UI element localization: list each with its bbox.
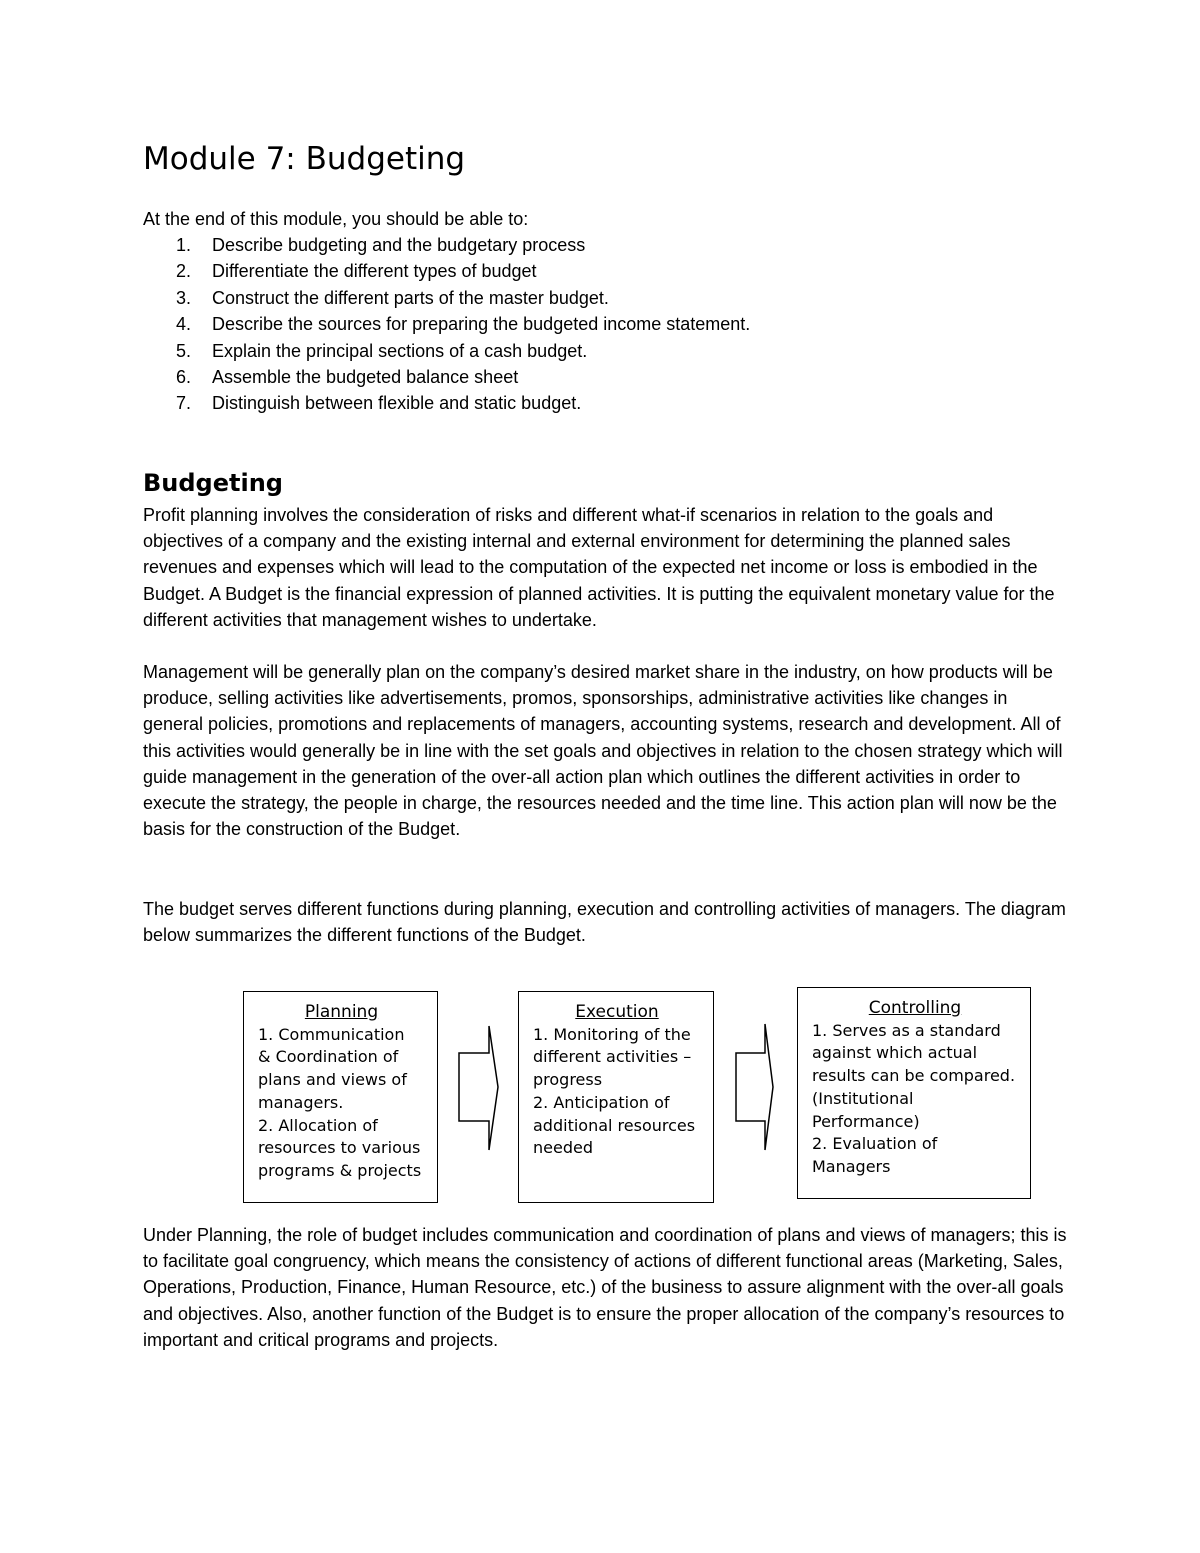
planning-line: plans and views of — [258, 1070, 407, 1090]
module-title: Module 7: Budgeting — [143, 141, 466, 177]
arrow-planning-to-execution-icon — [459, 1026, 498, 1150]
objectives-list — [143, 232, 750, 417]
section-heading-budgeting: Budgeting — [143, 469, 283, 497]
objective-number: 2. — [176, 261, 192, 282]
planning-line: & Coordination of — [258, 1047, 399, 1067]
objective-item — [143, 390, 750, 416]
objective-number: 1. — [176, 235, 192, 255]
controlling-box — [797, 987, 1031, 1199]
controlling-title: Controlling — [868, 998, 962, 1018]
execution-line: different activities – — [533, 1047, 692, 1067]
controlling-line: 1. Serves as a standard — [812, 1020, 1001, 1040]
objective-number: 7. — [176, 393, 192, 414]
planning-line: 2. Allocation of — [258, 1115, 378, 1135]
objective-number: 5. — [176, 340, 192, 361]
execution-line: additional resources — [533, 1115, 696, 1135]
paragraph-budget-functions: The budget serves different functions during planning, execution and controlling activities of managers. The diagram below summarizes the different functions of the Budget. — [143, 899, 1066, 946]
controlling-line: 2. Evaluation of — [812, 1134, 938, 1154]
objective-text: Describe budgeting and the budgetary process — [212, 235, 586, 255]
objectives-intro: At the end of this module, you should be able to: — [143, 209, 529, 229]
objective-text: Distinguish between flexible and static budget. — [212, 393, 582, 414]
paragraph-management-planning: Management will be generally plan on the company’s desired market share in the industry, on how products will be produce, selling activities like advertisements, promos, sponsorships, administrative activities like changes in general policies, promotions and replacements of managers, accounting systems, research and development. All of this activities would generally be in line with the set goals and objectives in relation to the chosen strategy which will guide management in the generation of the over-all action plan which outlines the different activities in order to execute the strategy, the people in charge, the resources needed and the time line. This action plan will now be the basis for the construction of the Budget. — [143, 662, 1063, 840]
controlling-line: results can be compared. — [812, 1066, 1016, 1086]
execution-line: 1. Monitoring of the — [533, 1024, 691, 1044]
objective-text: Explain the principal sections of a cash budget. — [212, 340, 588, 361]
objective-number: 4. — [176, 314, 192, 335]
objective-item — [143, 338, 750, 364]
planning-line: resources to various — [258, 1138, 421, 1158]
objective-text: Differentiate the different types of budget — [212, 261, 537, 282]
objective-text: Assemble the budgeted balance sheet — [212, 367, 519, 388]
controlling-line: Managers — [812, 1156, 891, 1176]
planning-line: managers. — [258, 1092, 344, 1112]
objective-number: 6. — [176, 367, 192, 388]
paragraph-under-planning: Under Planning, the role of budget includes communication and coordination of plans and views of managers; this is to facilitate goal congruency, which means the consistency of actions of different functional areas (Marketing, Sales, Operations, Production, Finance, Human Resource, etc.) of the business to assure alignment with the over-all goals and objectives. Also, another function of the Budget is to ensure the proper allocation of the company’s resources to important and critical programs and projects. — [143, 1225, 1067, 1350]
planning-line: programs & projects — [258, 1160, 422, 1180]
planning-title: Planning — [304, 1002, 379, 1022]
planning-box — [243, 991, 438, 1203]
controlling-line: Performance) — [812, 1111, 920, 1131]
objective-text: Construct the different parts of the master budget. — [212, 287, 609, 308]
execution-title: Execution — [575, 1002, 659, 1022]
controlling-line: against which actual — [812, 1043, 978, 1063]
execution-line: progress — [533, 1070, 603, 1090]
objective-number: 3. — [176, 287, 192, 308]
objective-item — [143, 285, 750, 311]
paragraph-profit-planning: Profit planning involves the consideration of risks and different what-if scenarios in relation to the goals and objectives of a company and the existing internal and external environment for determining the planned sales revenues and expenses which will lead to the computation of the expected net income or loss is embodied in the Budget. A Budget is the financial expression of planned activities. It is putting the equivalent monetary value for the different activities that management wishes to undertake. — [143, 505, 1055, 630]
execution-line: needed — [533, 1138, 593, 1158]
planning-line: 1. Communication — [258, 1024, 405, 1044]
objective-item — [143, 232, 750, 258]
objective-item — [143, 311, 750, 337]
controlling-line: (Institutional — [812, 1088, 914, 1108]
arrow-execution-to-controlling-icon — [736, 1024, 773, 1150]
execution-box — [518, 991, 714, 1203]
objective-item — [143, 258, 750, 284]
objective-text: Describe the sources for preparing the budgeted income statement. — [212, 314, 751, 335]
objective-item — [143, 364, 750, 390]
execution-line: 2. Anticipation of — [533, 1092, 670, 1112]
